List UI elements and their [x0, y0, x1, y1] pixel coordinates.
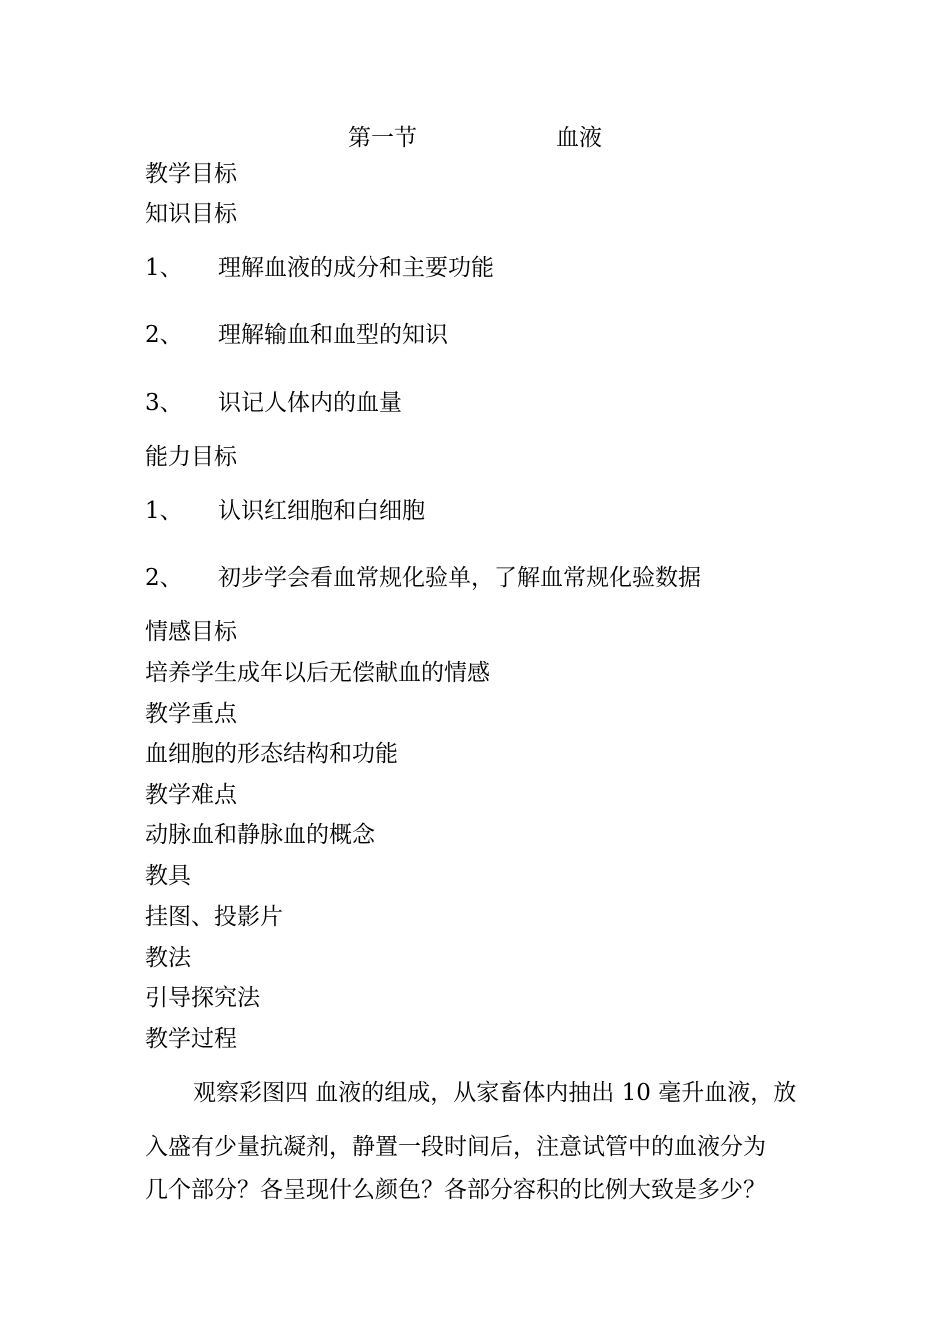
teaching-aids-text: 挂图、投影片 — [145, 904, 283, 930]
process-paragraph-line: 几个部分？各呈现什么颜色？各部分容积的比例大致是多少？ — [145, 1177, 766, 1203]
ability-goals-heading: 能力目标 — [145, 444, 237, 470]
emotion-goals-text: 培养学生成年以后无偿献血的情感 — [145, 660, 490, 686]
key-points-text: 血细胞的形态结构和功能 — [145, 741, 398, 767]
teaching-aids-heading: 教具 — [145, 863, 191, 889]
knowledge-goals-heading: 知识目标 — [145, 201, 237, 227]
ability-item-number: 1、 — [145, 498, 183, 524]
knowledge-item-number: 2、 — [145, 322, 183, 348]
difficult-points-heading: 教学难点 — [145, 782, 237, 808]
teaching-goals-heading: 教学目标 — [145, 161, 237, 187]
teaching-method-text: 引导探究法 — [145, 985, 260, 1011]
ability-item-text: 认识红细胞和白细胞 — [218, 498, 425, 524]
knowledge-item-text: 理解血液的成分和主要功能 — [218, 255, 494, 281]
process-paragraph-line: 观察彩图四 血液的组成，从家畜体内抽出 10 毫升血液，放 — [193, 1080, 797, 1106]
emotion-goals-heading: 情感目标 — [145, 619, 237, 645]
teaching-method-heading: 教法 — [145, 945, 191, 971]
knowledge-item-number: 1、 — [145, 255, 183, 281]
knowledge-item-text: 理解输血和血型的知识 — [218, 322, 448, 348]
knowledge-item-text: 识记人体内的血量 — [218, 390, 402, 416]
key-points-heading: 教学重点 — [145, 701, 237, 727]
difficult-points-text: 动脉血和静脉血的概念 — [145, 822, 375, 848]
section-number: 第一节 — [348, 125, 417, 151]
ability-item-number: 2、 — [145, 565, 183, 591]
process-paragraph-line: 入盛有少量抗凝剂，静置一段时间后，注意试管中的血液分为 — [145, 1134, 766, 1160]
ability-item-text: 初步学会看血常规化验单，了解血常规化验数据 — [218, 565, 701, 591]
knowledge-item-number: 3、 — [145, 390, 183, 416]
teaching-process-heading: 教学过程 — [145, 1026, 237, 1052]
section-title: 血液 — [556, 125, 602, 151]
